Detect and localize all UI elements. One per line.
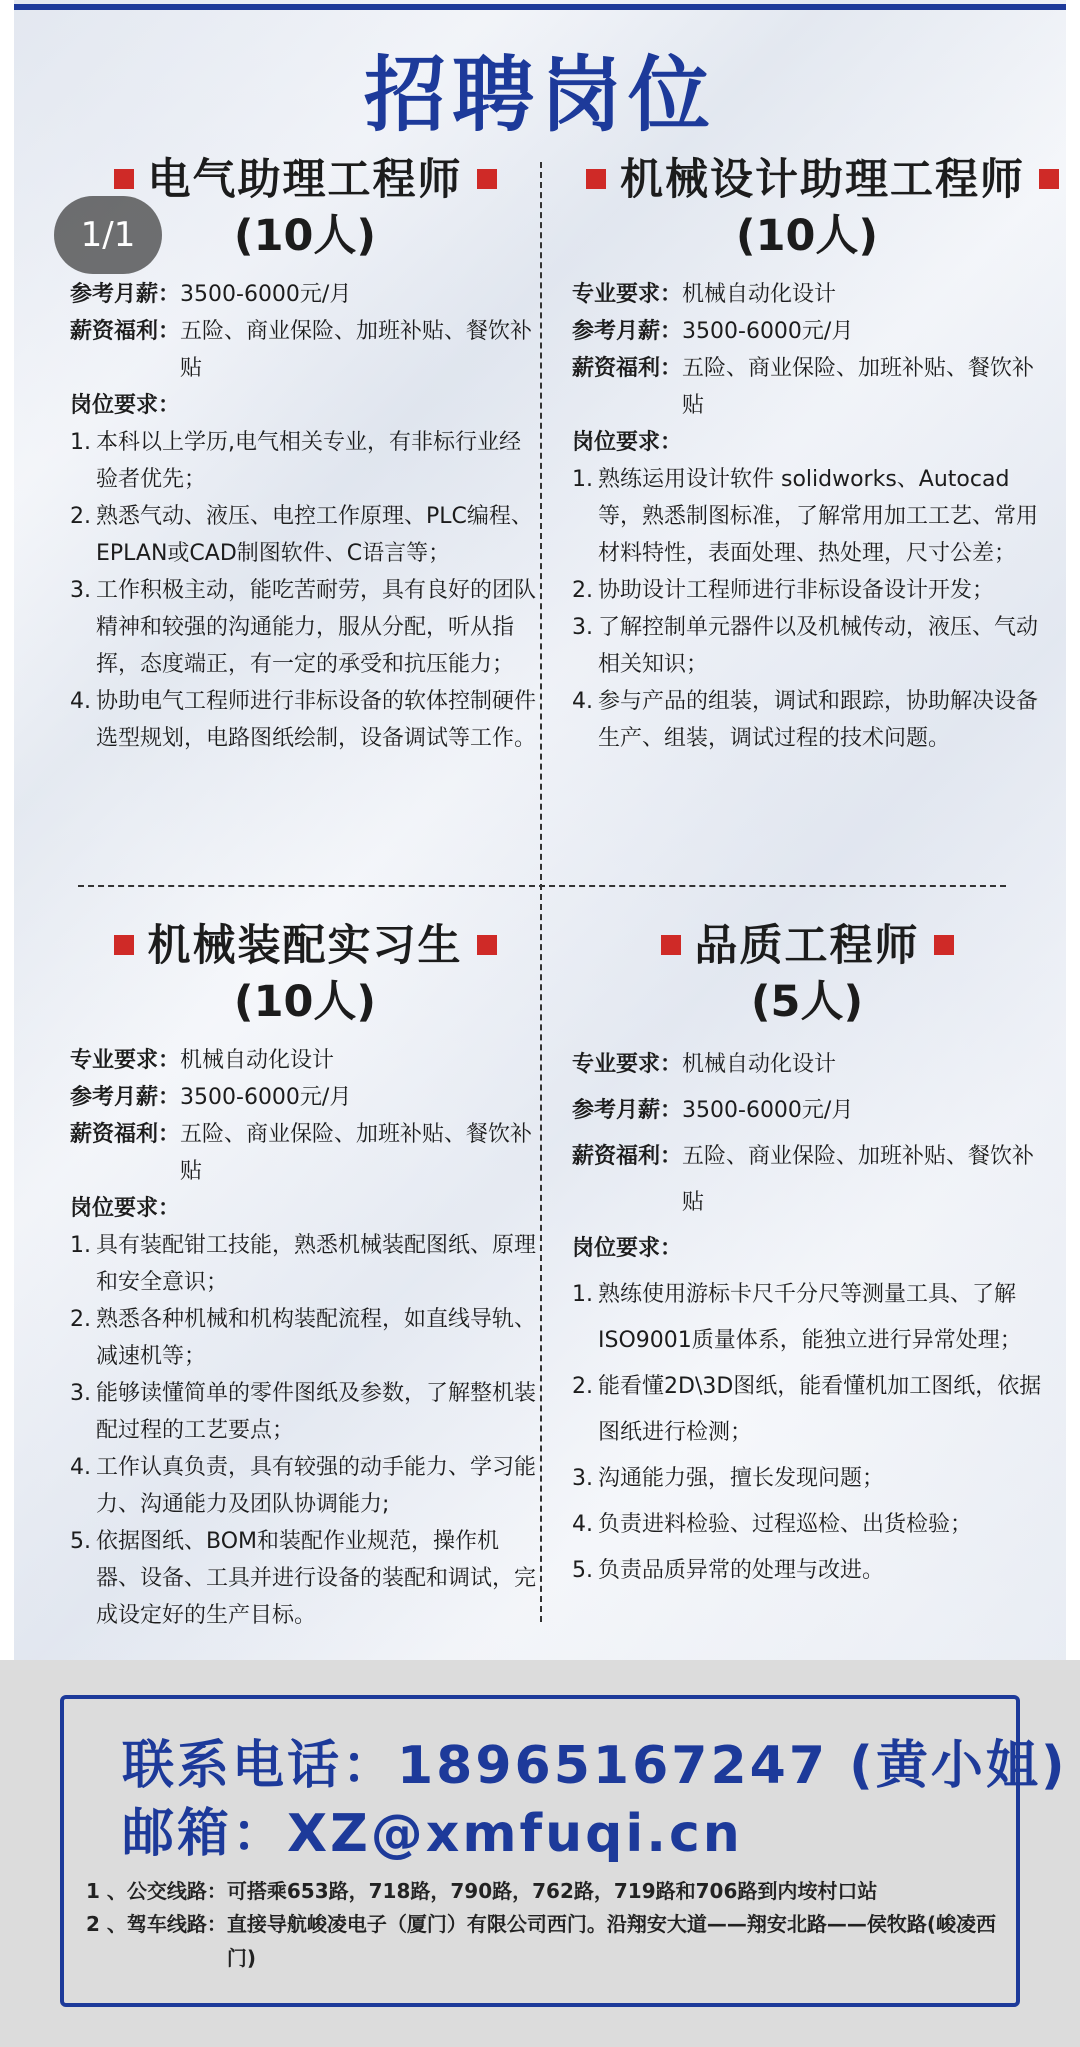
- requirement-item: [572, 1548, 1042, 1594]
- vertical-divider: [540, 162, 542, 1622]
- requirement-number: 4.: [572, 1512, 593, 1537]
- job-headcount: (10人): [233, 211, 377, 261]
- horizontal-divider: [78, 885, 1006, 887]
- job-title: 机械设计助理工程师: [620, 155, 1025, 205]
- requirement-item: [70, 1523, 540, 1634]
- major-value: 机械自动化设计: [180, 1048, 335, 1073]
- job-headcount: (10人): [233, 977, 377, 1027]
- requirement-text: 熟悉气动、液压、电控工作原理、PLC编程、EPLAN或CAD制图软件、C语言等；: [96, 504, 533, 566]
- requirement-item: [70, 1375, 540, 1449]
- requirement-text: 工作认真负责，具有较强的动手能力、学习能力、沟通能力及团队协调能力;: [96, 1455, 537, 1517]
- benefits-label: 薪资福利：: [70, 319, 181, 344]
- red-square-icon: [1039, 169, 1059, 189]
- requirement-text: 负责品质异常的处理与改进。: [598, 1558, 885, 1583]
- job-card-mechanical-design: [572, 152, 1042, 757]
- requirements-list: [70, 1227, 540, 1634]
- requirements-heading: 岗位要求：: [70, 393, 181, 418]
- requirement-item: [70, 498, 540, 572]
- salary-label: 参考月薪：: [70, 282, 181, 307]
- contact-box: [60, 1695, 1068, 2007]
- requirement-text: 协助设计工程师进行非标设备设计开发；: [598, 578, 995, 603]
- requirement-number: 2.: [572, 1374, 593, 1399]
- benefits-label: 薪资福利：: [572, 356, 683, 381]
- requirement-number: 4.: [70, 1455, 91, 1480]
- requirement-item: [70, 683, 540, 757]
- benefits-value: 五险、商业保险、加班补贴、餐饮补贴: [682, 356, 1035, 418]
- requirement-text: 能看懂2D\3D图纸，能看懂机加工图纸，依据图纸进行检测；: [598, 1374, 1042, 1445]
- requirement-number: 2.: [70, 1307, 91, 1332]
- requirement-number: 3.: [572, 1466, 593, 1491]
- red-square-icon: [114, 935, 134, 955]
- major-label: 专业要求：: [572, 1052, 683, 1077]
- job-headcount: (5人): [750, 977, 864, 1027]
- requirement-text: 协助电气工程师进行非标设备的软体控制硬件选型规划，电路图纸绘制，设备调试等工作。: [96, 689, 537, 751]
- benefits-label: 薪资福利：: [70, 1122, 181, 1147]
- job-details: [70, 276, 540, 757]
- requirement-item: [572, 572, 1042, 609]
- requirement-number: 4.: [572, 689, 593, 714]
- contact-footer: [0, 1660, 1080, 2047]
- job-details: [572, 1042, 1042, 1594]
- salary-label: 参考月薪：: [70, 1085, 181, 1110]
- salary-label: 参考月薪：: [572, 319, 683, 344]
- requirement-text: 参与产品的组装，调试和跟踪，协助解决设备生产、组装，调试过程的技术问题。: [598, 689, 1039, 751]
- bus-route: 1 、公交线路：可搭乘653路，718路，790路，762路，719路和706路到内垵村口站: [86, 1879, 878, 1903]
- requirement-number: 5.: [70, 1529, 91, 1554]
- requirement-number: 5.: [572, 1558, 593, 1583]
- requirement-text: 本科以上学历,电气相关专业，有非标行业经验者优先；: [96, 430, 521, 492]
- salary-value: 3500-6000元/月: [180, 282, 352, 307]
- requirement-item: [70, 1301, 540, 1375]
- requirement-item: [572, 461, 1042, 572]
- major-label: 专业要求：: [70, 1048, 181, 1073]
- requirement-text: 熟练运用设计软件 solidworks、Autocad等，熟悉制图标准，了解常用加工工艺、常用材料特性，表面处理、热处理，尺寸公差；: [598, 467, 1039, 566]
- requirement-item: [572, 609, 1042, 683]
- job-title: 机械装配实习生: [147, 921, 463, 971]
- requirement-number: 3.: [70, 1381, 91, 1406]
- requirement-text: 能够读懂简单的零件图纸及参数，了解整机装配过程的工艺要点；: [96, 1381, 537, 1443]
- requirements-list: [572, 461, 1042, 757]
- requirement-number: 1.: [572, 467, 593, 492]
- salary-value: 3500-6000元/月: [180, 1085, 352, 1110]
- top-accent-bar: [14, 4, 1066, 10]
- requirements-heading: 岗位要求：: [572, 1236, 683, 1261]
- requirement-item: [70, 572, 540, 683]
- requirement-number: 2.: [70, 504, 91, 529]
- requirement-number: 1.: [572, 1282, 593, 1307]
- job-details: [70, 1042, 540, 1634]
- benefits-value: 五险、商业保险、加班补贴、餐饮补贴: [180, 1122, 533, 1184]
- job-headcount: (10人): [735, 211, 879, 261]
- benefits-label: 薪资福利：: [572, 1144, 683, 1169]
- red-square-icon: [114, 169, 134, 189]
- requirement-text: 熟练使用游标卡尺千分尺等测量工具、了解ISO9001质量体系，能独立进行异常处理；: [598, 1282, 1022, 1353]
- red-square-icon: [934, 935, 954, 955]
- red-square-icon: [661, 935, 681, 955]
- requirement-text: 负责进料检验、过程巡检、出货检验；: [598, 1512, 973, 1537]
- requirement-number: 2.: [572, 578, 593, 603]
- requirement-item: [70, 1227, 540, 1301]
- requirement-number: 3.: [572, 615, 593, 640]
- requirement-number: 1.: [70, 1233, 91, 1258]
- job-card-electrical: [70, 152, 540, 757]
- job-card-quality-engineer: [572, 918, 1042, 1594]
- driving-route-label: 2 、驾车线路：: [86, 1912, 227, 1936]
- requirement-item: [572, 683, 1042, 757]
- benefits-value: 五险、商业保险、加班补贴、餐饮补贴: [180, 319, 533, 381]
- job-card-assembly-intern: [70, 918, 540, 1634]
- requirement-item: [70, 424, 540, 498]
- requirement-item: [572, 1456, 1042, 1502]
- requirements-heading: 岗位要求：: [70, 1196, 181, 1221]
- requirements-heading: 岗位要求：: [572, 430, 683, 455]
- job-title: 电气助理工程师: [147, 155, 463, 205]
- major-label: 专业要求：: [572, 282, 683, 307]
- salary-value: 3500-6000元/月: [682, 319, 854, 344]
- contact-phone[interactable]: 联系电话：18965167247 (黄小姐): [122, 1736, 1068, 1796]
- requirement-text: 具有装配钳工技能，熟悉机械装配图纸、原理和安全意识；: [96, 1233, 537, 1295]
- requirement-number: 1.: [70, 430, 91, 455]
- requirement-number: 3.: [70, 578, 91, 603]
- requirements-list: [70, 424, 540, 757]
- salary-value: 3500-6000元/月: [682, 1098, 854, 1123]
- red-square-icon: [586, 169, 606, 189]
- salary-label: 参考月薪：: [572, 1098, 683, 1123]
- contact-email[interactable]: 邮箱：XZ@xmfuqi.cn: [122, 1804, 743, 1864]
- benefits-value: 五险、商业保险、加班补贴、餐饮补贴: [682, 1144, 1035, 1215]
- requirement-text: 熟悉各种机械和机构装配流程，如直线导轨、减速机等；: [96, 1307, 537, 1369]
- requirement-text: 沟通能力强，擅长发现问题；: [598, 1466, 885, 1491]
- requirement-item: [572, 1502, 1042, 1548]
- major-value: 机械自动化设计: [682, 1052, 837, 1077]
- requirement-item: [572, 1364, 1042, 1456]
- requirement-number: 4.: [70, 689, 91, 714]
- driving-route-text: 直接导航峻凌电子（厦门）有限公司西门。沿翔安大道——翔安北路——侯牧路(峻凌西门): [226, 1912, 997, 1970]
- requirements-list: [572, 1272, 1042, 1594]
- driving-route: [86, 1907, 1006, 1975]
- job-title: 品质工程师: [694, 921, 920, 971]
- requirement-text: 依据图纸、BOM和装配作业规范，操作机器、设备、工具并进行设备的装配和调试，完成设定好的生产目标。: [96, 1529, 537, 1628]
- red-square-icon: [477, 935, 497, 955]
- major-value: 机械自动化设计: [682, 282, 837, 307]
- requirement-text: 了解控制单元器件以及机械传动，液压、气动相关知识；: [598, 615, 1039, 677]
- page-title: 招聘岗位: [363, 48, 716, 143]
- requirement-text: 工作积极主动，能吃苦耐劳，具有良好的团队精神和较强的沟通能力，服从分配，听从指挥，态度端正，有一定的承受和抗压能力；: [96, 578, 537, 677]
- page-counter-badge[interactable]: 1/1: [54, 196, 162, 274]
- job-details: [572, 276, 1042, 757]
- requirement-item: [572, 1272, 1042, 1364]
- requirement-item: [70, 1449, 540, 1523]
- red-square-icon: [477, 169, 497, 189]
